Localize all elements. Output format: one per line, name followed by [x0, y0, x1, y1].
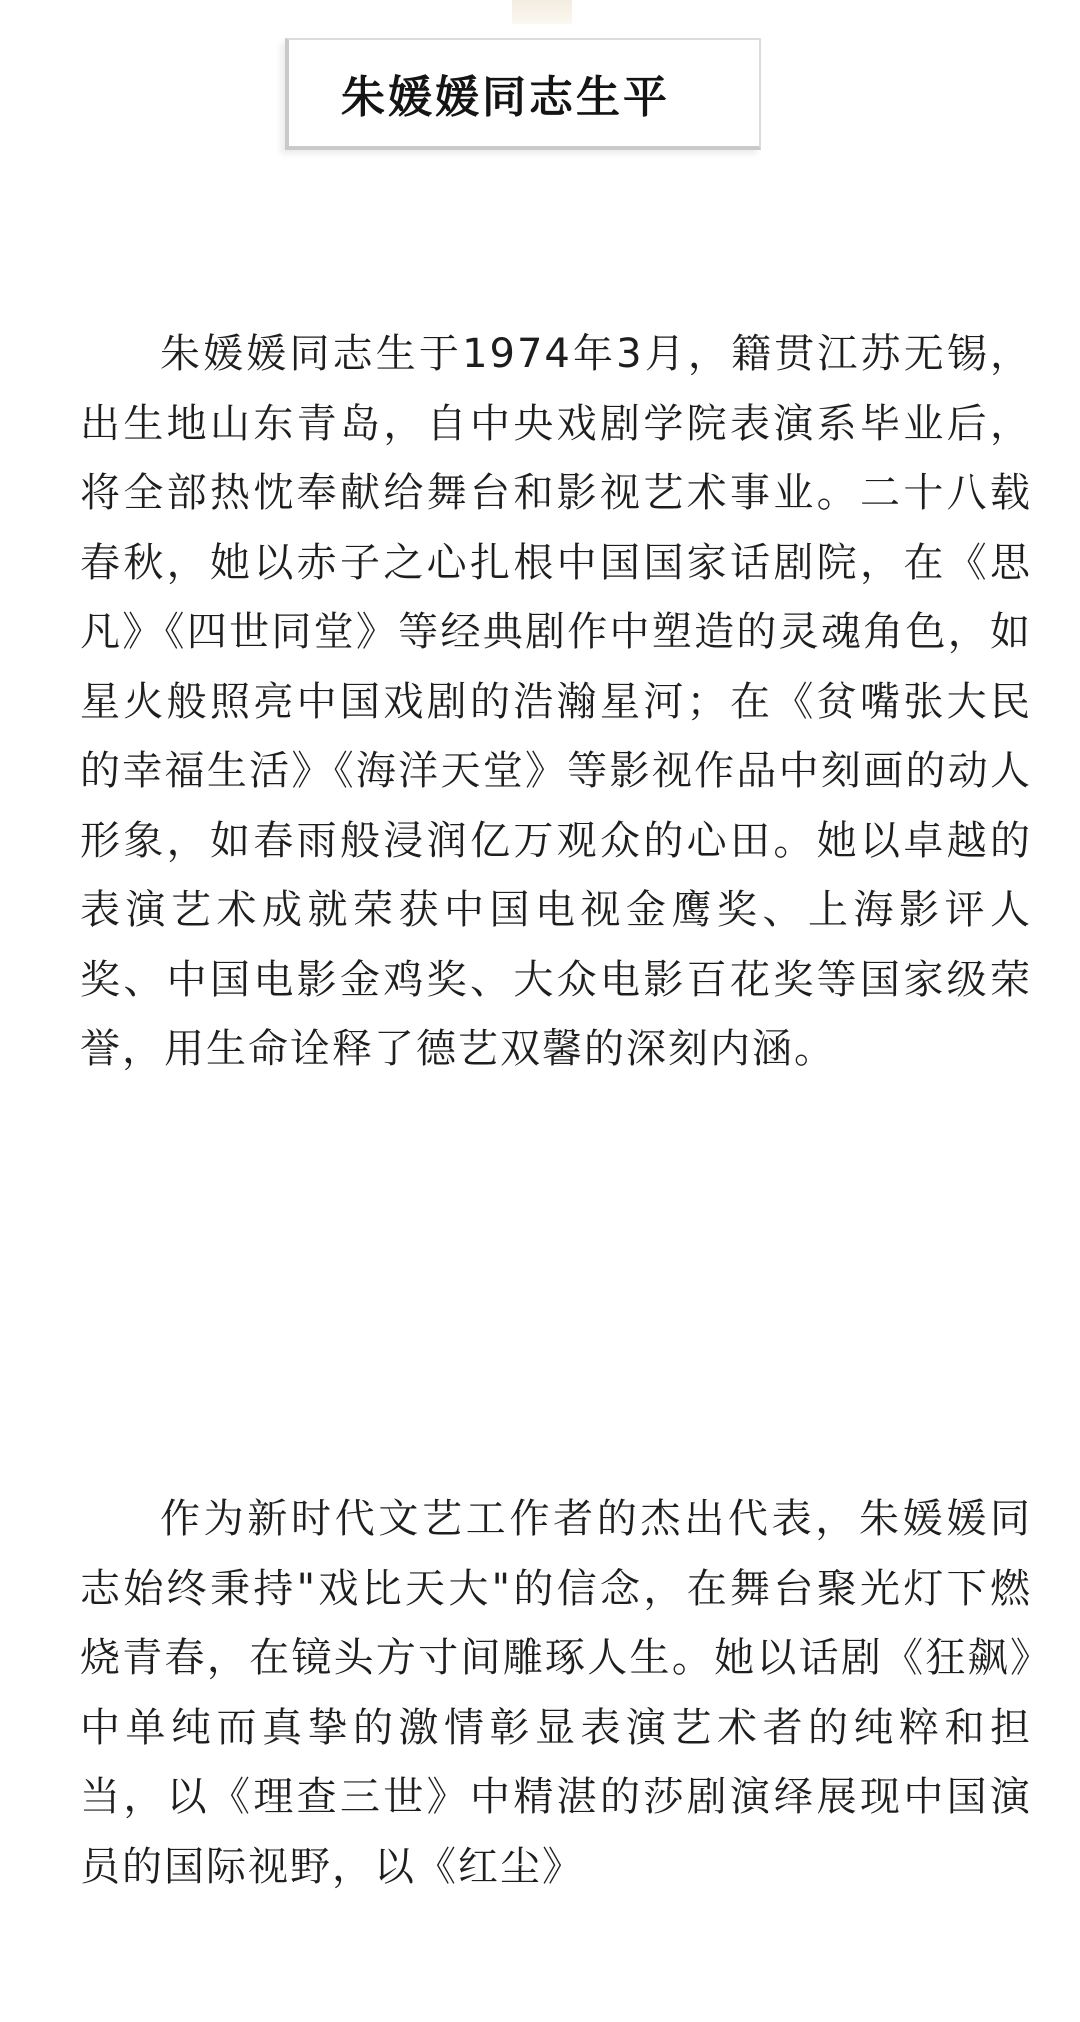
paragraph-biography-1: 朱媛媛同志生于1974年3月，籍贯江苏无锡，出生地山东青岛，自中央戏剧学院表演系毕业后，将全部热忱奉献给舞台和影视艺术事业。二十八载春秋，她以赤子之心扎根中国国家话剧院，在《思凡》《四世同堂》等经典剧作中塑造的灵魂角色，如星火般照亮中国戏剧的浩瀚星河；在《贫嘴张大民的幸福生活》《海洋天堂》等影视作品中刻画的动人形象，如春雨般浸润亿万观众的心田。她以卓越的表演艺术成就荣获中国电视金鹰奖、上海影评人奖、中国电影金鸡奖、大众电影百花奖等国家级荣誉，用生命诠释了德艺双馨的深刻内涵。 — [80, 331, 1032, 1072]
page-title: 朱媛媛同志生平 — [341, 72, 670, 123]
paragraph-biography-2: 作为新时代文艺工作者的杰出代表，朱媛媛同志始终秉持"戏比天大"的信念，在舞台聚光灯下燃烧青春，在镜头方寸间雕琢人生。她以话剧《狂飙》中单纯而真挚的激情彰显表演艺术者的纯粹和担当，以《理查三世》中精湛的莎剧演绎展现中国演员的国际视野，以《红尘》 — [80, 1496, 1032, 1890]
top-ornament — [512, 0, 572, 24]
title-box — [285, 38, 761, 150]
